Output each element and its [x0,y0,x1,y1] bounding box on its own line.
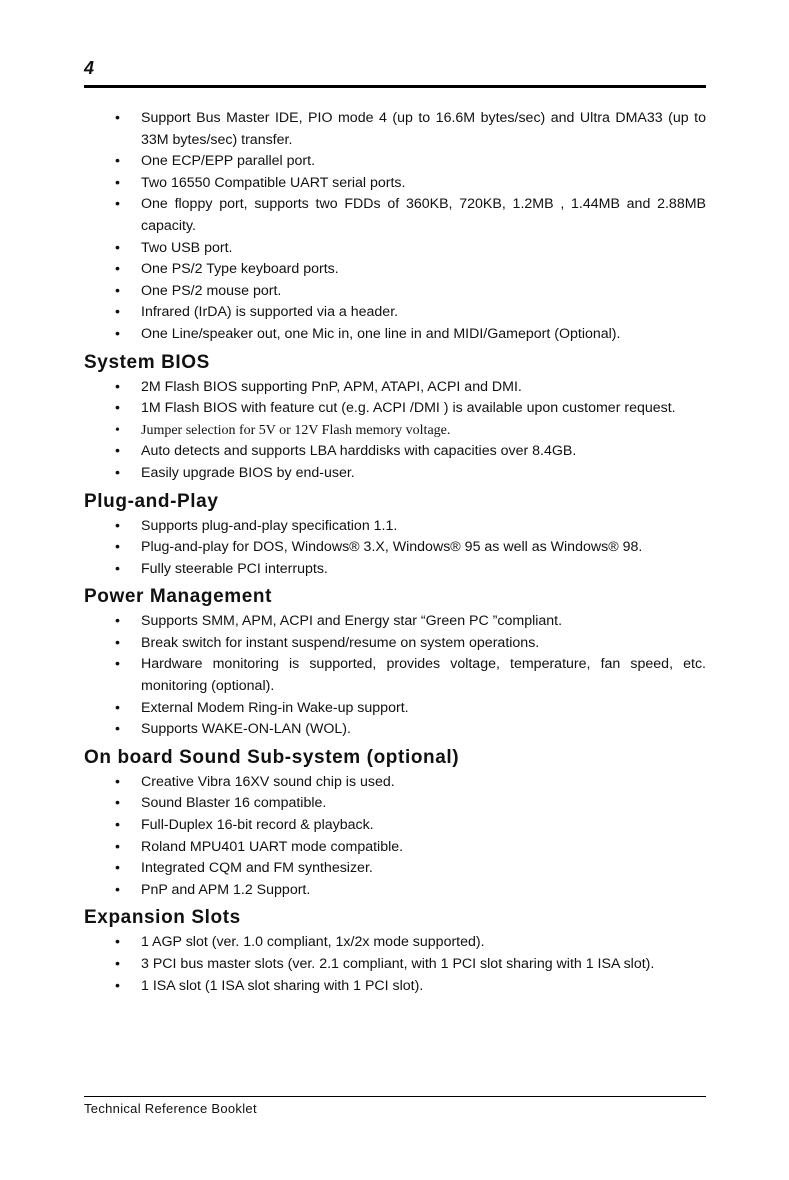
bullet-icon: • [115,196,120,213]
list-item-text: Fully steerable PCI interrupts. [141,560,328,577]
list-item [84,837,706,859]
list-item-text: Infrared (IrDA) is supported via a header. [141,304,399,321]
list-item-text: Two 16550 Compatible UART serial ports. [141,174,406,191]
plug-and-play-list [84,516,706,581]
intro-feature-list [84,108,706,346]
list-item [84,302,706,324]
header-rule [84,85,706,88]
bullet-icon: • [115,817,120,834]
list-item [84,932,706,954]
bullet-icon: • [115,656,120,673]
list-item [84,108,706,151]
list-item-text: One PS/2 Type keyboard ports. [141,261,339,278]
list-item [84,398,706,420]
list-item [84,559,706,581]
footer-text: Technical Reference Booklet [84,1101,257,1116]
list-item [84,259,706,281]
list-item [84,698,706,720]
bullet-icon: • [115,378,120,395]
section-heading-system-bios: System BIOS [84,351,210,373]
list-item [84,324,706,346]
bullet-icon: • [115,261,120,278]
list-item [84,281,706,303]
list-item-text: One Line/speaker out, one Mic in, one line in and MIDI/Gameport (Optional). [141,325,621,342]
list-item [84,377,706,399]
list-item-text: Sound Blaster 16 compatible. [141,795,327,812]
list-item-text: 1 ISA slot (1 ISA slot sharing with 1 PCI slot). [141,977,424,994]
list-item-text: External Modem Ring-in Wake-up support. [141,699,409,716]
list-item [84,633,706,655]
list-item-text: PnP and APM 1.2 Support. [141,881,311,898]
list-item-text: Creative Vibra 16XV sound chip is used. [141,773,395,790]
list-item [84,954,706,976]
bullet-icon: • [115,721,120,738]
list-item-text: Easily upgrade BIOS by end-user. [141,464,355,481]
page-content [84,108,706,1000]
list-item-text: Jumper selection for 5V or 12V Flash memory voltage. [141,422,451,438]
bullet-icon: • [115,325,120,342]
list-item-text: Hardware monitoring is supported, provides voltage, temperature, fan speed, etc. monitoring (optional). [141,656,706,695]
bullet-icon: • [115,977,120,994]
list-item [84,772,706,794]
sound-list [84,772,706,902]
list-item [84,815,706,837]
list-item-text: One floppy port, supports two FDDs of 360KB, 720KB, 1.2MB , 1.44MB and 2.88MB capacity. [141,196,706,234]
bullet-icon: • [115,464,120,481]
list-item-text: Auto detects and supports LBA harddisks with capacities over 8.4GB. [141,443,577,460]
list-item-text: Support Bus Master IDE, PIO mode 4 (up to 16.6M bytes/sec) and Ultra DMA33 (up to 33M bytes/sec) transfer. [141,110,706,148]
list-item-text: 1M Flash BIOS with feature cut (e.g. ACPI /DMI ) is available upon customer request. [141,400,676,417]
section-heading-sound: On board Sound Sub-system (optional) [84,746,460,768]
list-item-text: Two USB port. [141,239,233,256]
list-item [84,151,706,173]
list-item [84,441,706,463]
expansion-slots-list [84,932,706,997]
list-item-text: Roland MPU401 UART mode compatible. [141,838,404,855]
bullet-icon: • [115,174,120,191]
bullet-icon: • [115,282,120,299]
list-item [84,537,706,559]
list-item-text: Supports WAKE-ON-LAN (WOL). [141,721,351,738]
bullet-icon: • [115,560,120,577]
bullet-icon: • [115,613,120,630]
list-item [84,463,706,485]
bullet-icon: • [115,699,120,716]
section-heading-power-management: Power Management [84,586,273,608]
list-item [84,793,706,815]
bullet-icon: • [115,539,120,556]
power-management-list [84,611,706,741]
system-bios-list [84,377,706,485]
list-item-text: Integrated CQM and FM synthesizer. [141,860,373,877]
list-item [84,611,706,633]
list-item [84,194,706,237]
bullet-icon: • [115,400,120,417]
bullet-icon: • [115,239,120,256]
bullet-icon: • [115,773,120,790]
section-heading-plug-and-play: Plug-and-Play [84,490,219,512]
bullet-icon: • [115,110,120,126]
bullet-icon: • [115,956,120,972]
list-item [84,654,706,697]
bullet-icon: • [115,634,120,651]
list-item [84,976,706,998]
list-item [84,173,706,195]
bullet-icon: • [115,517,120,534]
bullet-icon: • [115,881,120,898]
bullet-icon: • [115,795,120,812]
bullet-icon: • [115,860,120,877]
list-item-text: 1 AGP slot (ver. 1.0 compliant, 1x/2x mode supported). [141,934,485,951]
list-item [84,880,706,902]
section-heading-expansion-slots: Expansion Slots [84,907,241,929]
bullet-icon: • [115,422,120,438]
list-item-text: 2M Flash BIOS supporting PnP, APM, ATAPI, ACPI and DMI. [141,378,522,395]
list-item-text: Full-Duplex 16-bit record & playback. [141,817,374,834]
list-item [84,420,706,442]
list-item-text: One ECP/EPP parallel port. [141,153,316,170]
bullet-icon: • [115,304,120,321]
page-number: 4 [84,58,95,78]
list-item [84,516,706,538]
list-item [84,858,706,880]
footer-rule [84,1096,706,1097]
list-item [84,238,706,260]
list-item-text: Supports plug-and-play specification 1.1. [141,517,398,534]
list-item-text: 3 PCI bus master slots (ver. 2.1 compliant, with 1 PCI slot sharing with 1 ISA slot). [141,956,655,972]
bullet-icon: • [115,153,120,170]
list-item [84,719,706,741]
list-item-text: One PS/2 mouse port. [141,282,282,299]
list-item-text: Plug-and-play for DOS, Windows® 3.X, Windows® 95 as well as Windows® 98. [141,539,643,556]
list-item-text: Supports SMM, APM, ACPI and Energy star “Green PC ”compliant. [141,613,563,630]
bullet-icon: • [115,838,120,855]
bullet-icon: • [115,443,120,460]
bullet-icon: • [115,934,120,951]
list-item-text: Break switch for instant suspend/resume on system operations. [141,634,540,651]
